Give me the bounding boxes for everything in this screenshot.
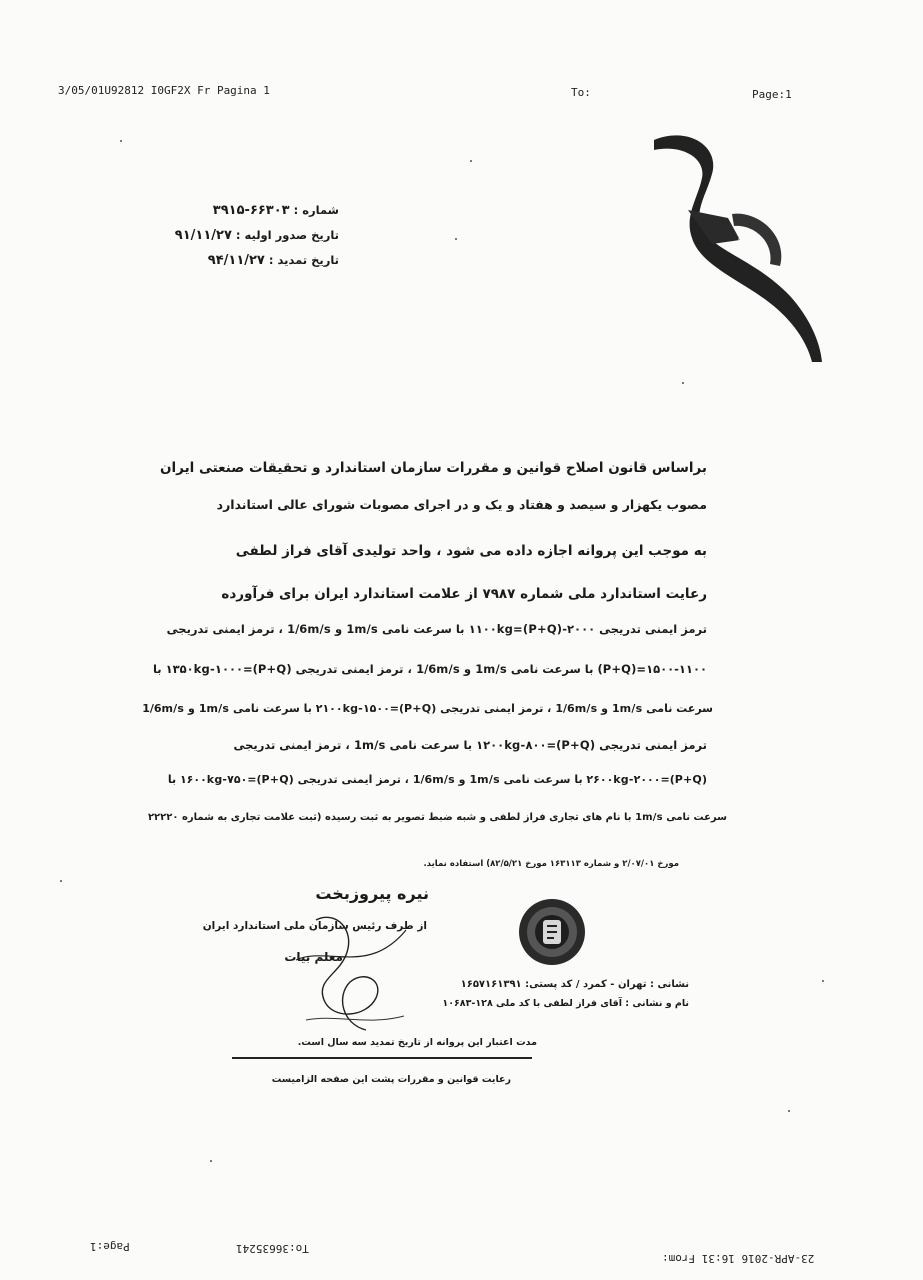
scan-speck xyxy=(60,880,62,882)
body-line-3: به موجب این پروانه اجازه داده می شود ، واحد تولیدی آقای فراز لطفی xyxy=(235,543,707,559)
body-line-10: سرعت نامی 1m/s با نام های تجاری فراز لطفی و شبه ضبط تصویر به ثبت رسیده (ثبت علامت تجاری به شماره ۲۲۲۲۰ xyxy=(147,812,727,823)
body-line-4: رعایت استاندارد ملی شماره ۷۹۸۷ از علامت استاندارد ایران برای فرآورده xyxy=(221,586,707,602)
body-line-11: مورخ ۲/۰۷/۰۱ و شماره ۱۶۳۱۱۳ مورخ ۸۲/۵/۲۱) استفاده نماید. xyxy=(423,859,679,869)
scan-speck xyxy=(682,382,684,384)
body-line-5: ترمز ایمنی تدریجی ۲۰۰۰-۱۱۰۰kg=(P+Q) با سرعت نامی 1m/s و 1/6m/s ، ترمز ایمنی تدریجی xyxy=(166,622,707,636)
signatory-role: از طرف رئیس سازمان ملی استاندارد ایران xyxy=(202,920,427,932)
renewal-date xyxy=(208,253,339,268)
scan-speck xyxy=(470,160,472,162)
scan-speck xyxy=(120,140,122,142)
body-line-9: ۲۶۰۰kg-۲۰۰۰=(P+Q) با سرعت نامی 1m/s و 1/6m/s ، ترمز ایمنی تدریجی ۱۶۰۰kg-۷۵۰=(P+Q) با xyxy=(167,773,707,786)
fax-footer-from: 23-APR-2016 16:31 From: xyxy=(662,1252,815,1265)
standard-logo-icon xyxy=(648,126,828,366)
divider-line xyxy=(232,1057,532,1059)
renewal-date-value: ۹۴/۱۱/۲۷ xyxy=(207,253,265,268)
footnote: رعایت قوانین و مقررات پشت این صفحه الزامیست xyxy=(271,1074,511,1085)
certificate-number xyxy=(213,203,339,218)
issue-date-value: ۹۱/۱۱/۲۷ xyxy=(174,228,232,243)
issue-date-label: تاریخ صدور اولیه : xyxy=(235,228,339,242)
renewal-date-label: تاریخ تمدید : xyxy=(268,253,339,267)
issue-date xyxy=(175,228,339,243)
address-line-2: نام و نشانی : آقای فراز لطفی با کد ملی ۱۲۸-۱۰۶۸۳ xyxy=(442,998,689,1009)
handwritten-signature-icon xyxy=(276,900,426,1040)
validity-note: مدت اعتبار این پروانه از تاریخ تمدید سه سال است. xyxy=(297,1037,537,1048)
number-value: ۶۶۳۰۳-۳۹۱۵ xyxy=(212,203,290,218)
address-line-1: نشانی : تهران - کمرد / کد پستی: ۱۶۵۷۱۶۱۳۹۱ xyxy=(460,979,689,990)
body-line-2: مصوب یکهزار و سیصد و هفتاد و یک و در اجرای مصوبات شورای عالی استاندارد xyxy=(216,497,707,512)
scan-speck xyxy=(788,1110,790,1112)
fax-header-to: To: xyxy=(571,86,591,99)
fax-header-left: 3/05/01U92812 I0GF2X Fr Pagina 1 xyxy=(58,84,270,97)
official-seal-icon xyxy=(516,896,588,968)
signatory-name: نیره پیروزبخت xyxy=(315,884,429,903)
scan-speck xyxy=(822,980,824,982)
body-line-1: براساس قانون اصلاح قوانین و مقررات سازمان استاندارد و تحقیقات صنعتی ایران xyxy=(160,460,707,476)
fax-header-page: Page:1 xyxy=(752,88,792,101)
svg-text:۵۸: ۵۸ xyxy=(738,235,748,245)
signatory-extra: معلم بیات xyxy=(284,950,343,964)
scan-speck xyxy=(455,238,457,240)
number-label: شماره : xyxy=(293,203,339,217)
body-line-6: ۱۵۰۰-۱۱۰۰=(P+Q) با سرعت نامی 1m/s و 1/6m/s ، ترمز ایمنی تدریجی ۱۳۵۰kg-۱۰۰۰=(P+Q) با xyxy=(152,662,707,676)
fax-footer-page: Page:1 xyxy=(90,1240,130,1253)
fax-footer-to: To:36635241 xyxy=(236,1242,309,1255)
scan-speck xyxy=(210,1160,212,1162)
body-line-7: سرعت نامی 1m/s و 1/6m/s ، ترمز ایمنی تدریجی ۲۱۰۰kg-۱۵۰۰=(P+Q) با سرعت نامی 1m/s و 1/6m/s xyxy=(142,702,713,715)
body-line-8: ترمز ایمنی تدریجی ۱۲۰۰kg-۸۰۰=(P+Q) با سرعت نامی 1m/s ، ترمز ایمنی تدریجی xyxy=(233,738,707,752)
